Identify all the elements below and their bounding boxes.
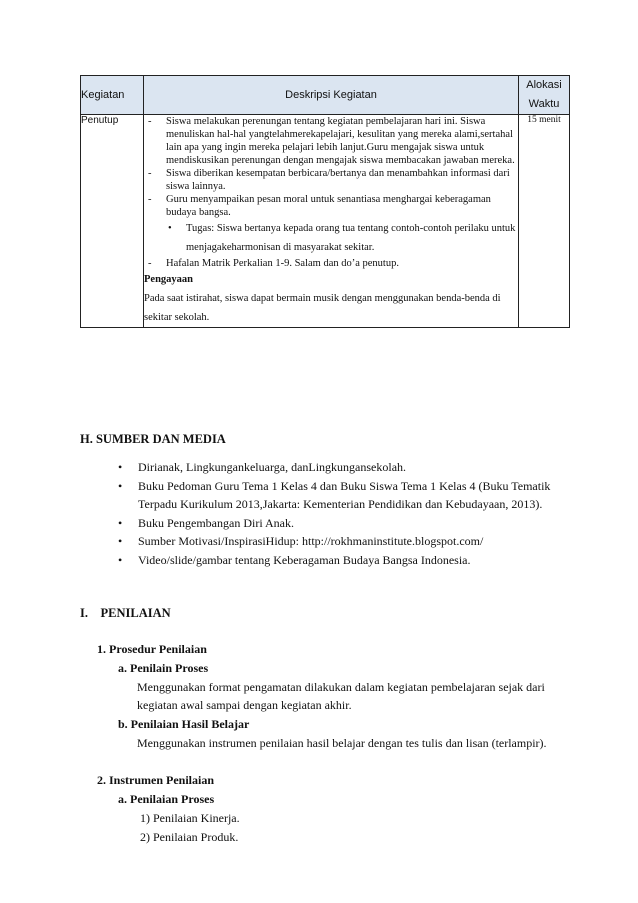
kegiatan-table — [80, 75, 570, 328]
instrumen-item: 1) Penilaian Kinerja. — [140, 811, 240, 825]
sumber-list — [118, 458, 558, 569]
list-item: - Siswa melakukan perenungan tentang kegiatan pembelajaran hari ini. Siswa menuliskan hal-hal yangtelahmerekapelajari, kesulitan yang mereka alami,sertahal lain apa yang ingin mereka pelajari lebih lanjut.Guru mengajak siswa untuk mendiskusikan perenungan dengan mengajak siswa membacakan jawaban mereka. — [148, 116, 515, 166]
pengayaan-text: Pada saat istirahat, siswa dapat bermain musik dengan menggunakan benda-benda di sekitar sekolah. — [144, 293, 501, 323]
row-label: Penutup — [81, 115, 144, 328]
list-item: • Video/slide/gambar tentang Keberagaman Budaya Bangsa Indonesia. — [118, 552, 471, 567]
pengayaan-title: Pengayaan — [144, 274, 194, 285]
row-time: 15 menit — [519, 115, 570, 328]
hasil-belajar-text: Menggunakan instrumen penilaian hasil belajar dengan tes tulis dan lisan (terlampir). — [137, 736, 547, 750]
penilain-proses-text: Menggunakan format pengamatan dilakukan dalam kegiatan pembelajaran sejak dari kegiatan awal sampai dengan kegiatan akhir. — [137, 680, 545, 712]
instrumen-proses-heading: a. Penilaian Proses — [118, 792, 215, 806]
instrumen-heading: 2. Instrumen Penilaian — [97, 773, 215, 787]
header-deskripsi: Deskripsi Kegiatan — [144, 76, 519, 115]
section-i-title: I. PENILAIAN — [80, 606, 171, 620]
instrumen-item: 2) Penilaian Produk. — [140, 830, 239, 844]
list-item: - Guru menyampaikan pesan moral untuk senantiasa menghargai keberagaman budaya bangsa. — [148, 194, 491, 218]
hasil-belajar-heading: b. Penilaian Hasil Belajar — [118, 717, 250, 731]
list-item: • Sumber Motivasi/InspirasiHidup: http://rokhmaninstitute.blogspot.com/ — [118, 534, 484, 548]
header-alokasi-waktu: Alokasi Waktu — [519, 76, 570, 115]
header-kegiatan: Kegiatan — [81, 76, 144, 115]
penilain-proses-heading: a. Penilain Proses — [118, 661, 209, 675]
list-item: - Siswa diberikan kesempatan berbicara/bertanya dan menambahkan informasi dari siswa lainnya. — [148, 168, 510, 192]
row-description — [144, 115, 519, 328]
list-item: - Hafalan Matrik Perkalian 1-9. Salam dan do’a penutup. — [148, 258, 399, 269]
task-bullet: • Tugas: Siswa bertanya kepada orang tua tentang contoh-contoh perilaku untuk menjagakeharmonisan di masyarakat sekitar. — [168, 223, 516, 253]
table-row — [81, 115, 570, 328]
list-item: • Buku Pedoman Guru Tema 1 Kelas 4 dan Buku Siswa Tema 1 Kelas 4 (Buku Tematik Terpadu Kurikulum 2013,Jakarta: Kementerian Pendidikan dan Kebudayaan, 2013). — [118, 478, 551, 511]
prosedur-heading: 1. Prosedur Penilaian — [97, 642, 207, 656]
section-h-title: H. SUMBER DAN MEDIA — [80, 432, 226, 446]
list-item: • Buku Pengembangan Diri Anak. — [118, 515, 294, 530]
list-item: • Dirianak, Lingkungankeluarga, danLingkungansekolah. — [118, 460, 407, 474]
